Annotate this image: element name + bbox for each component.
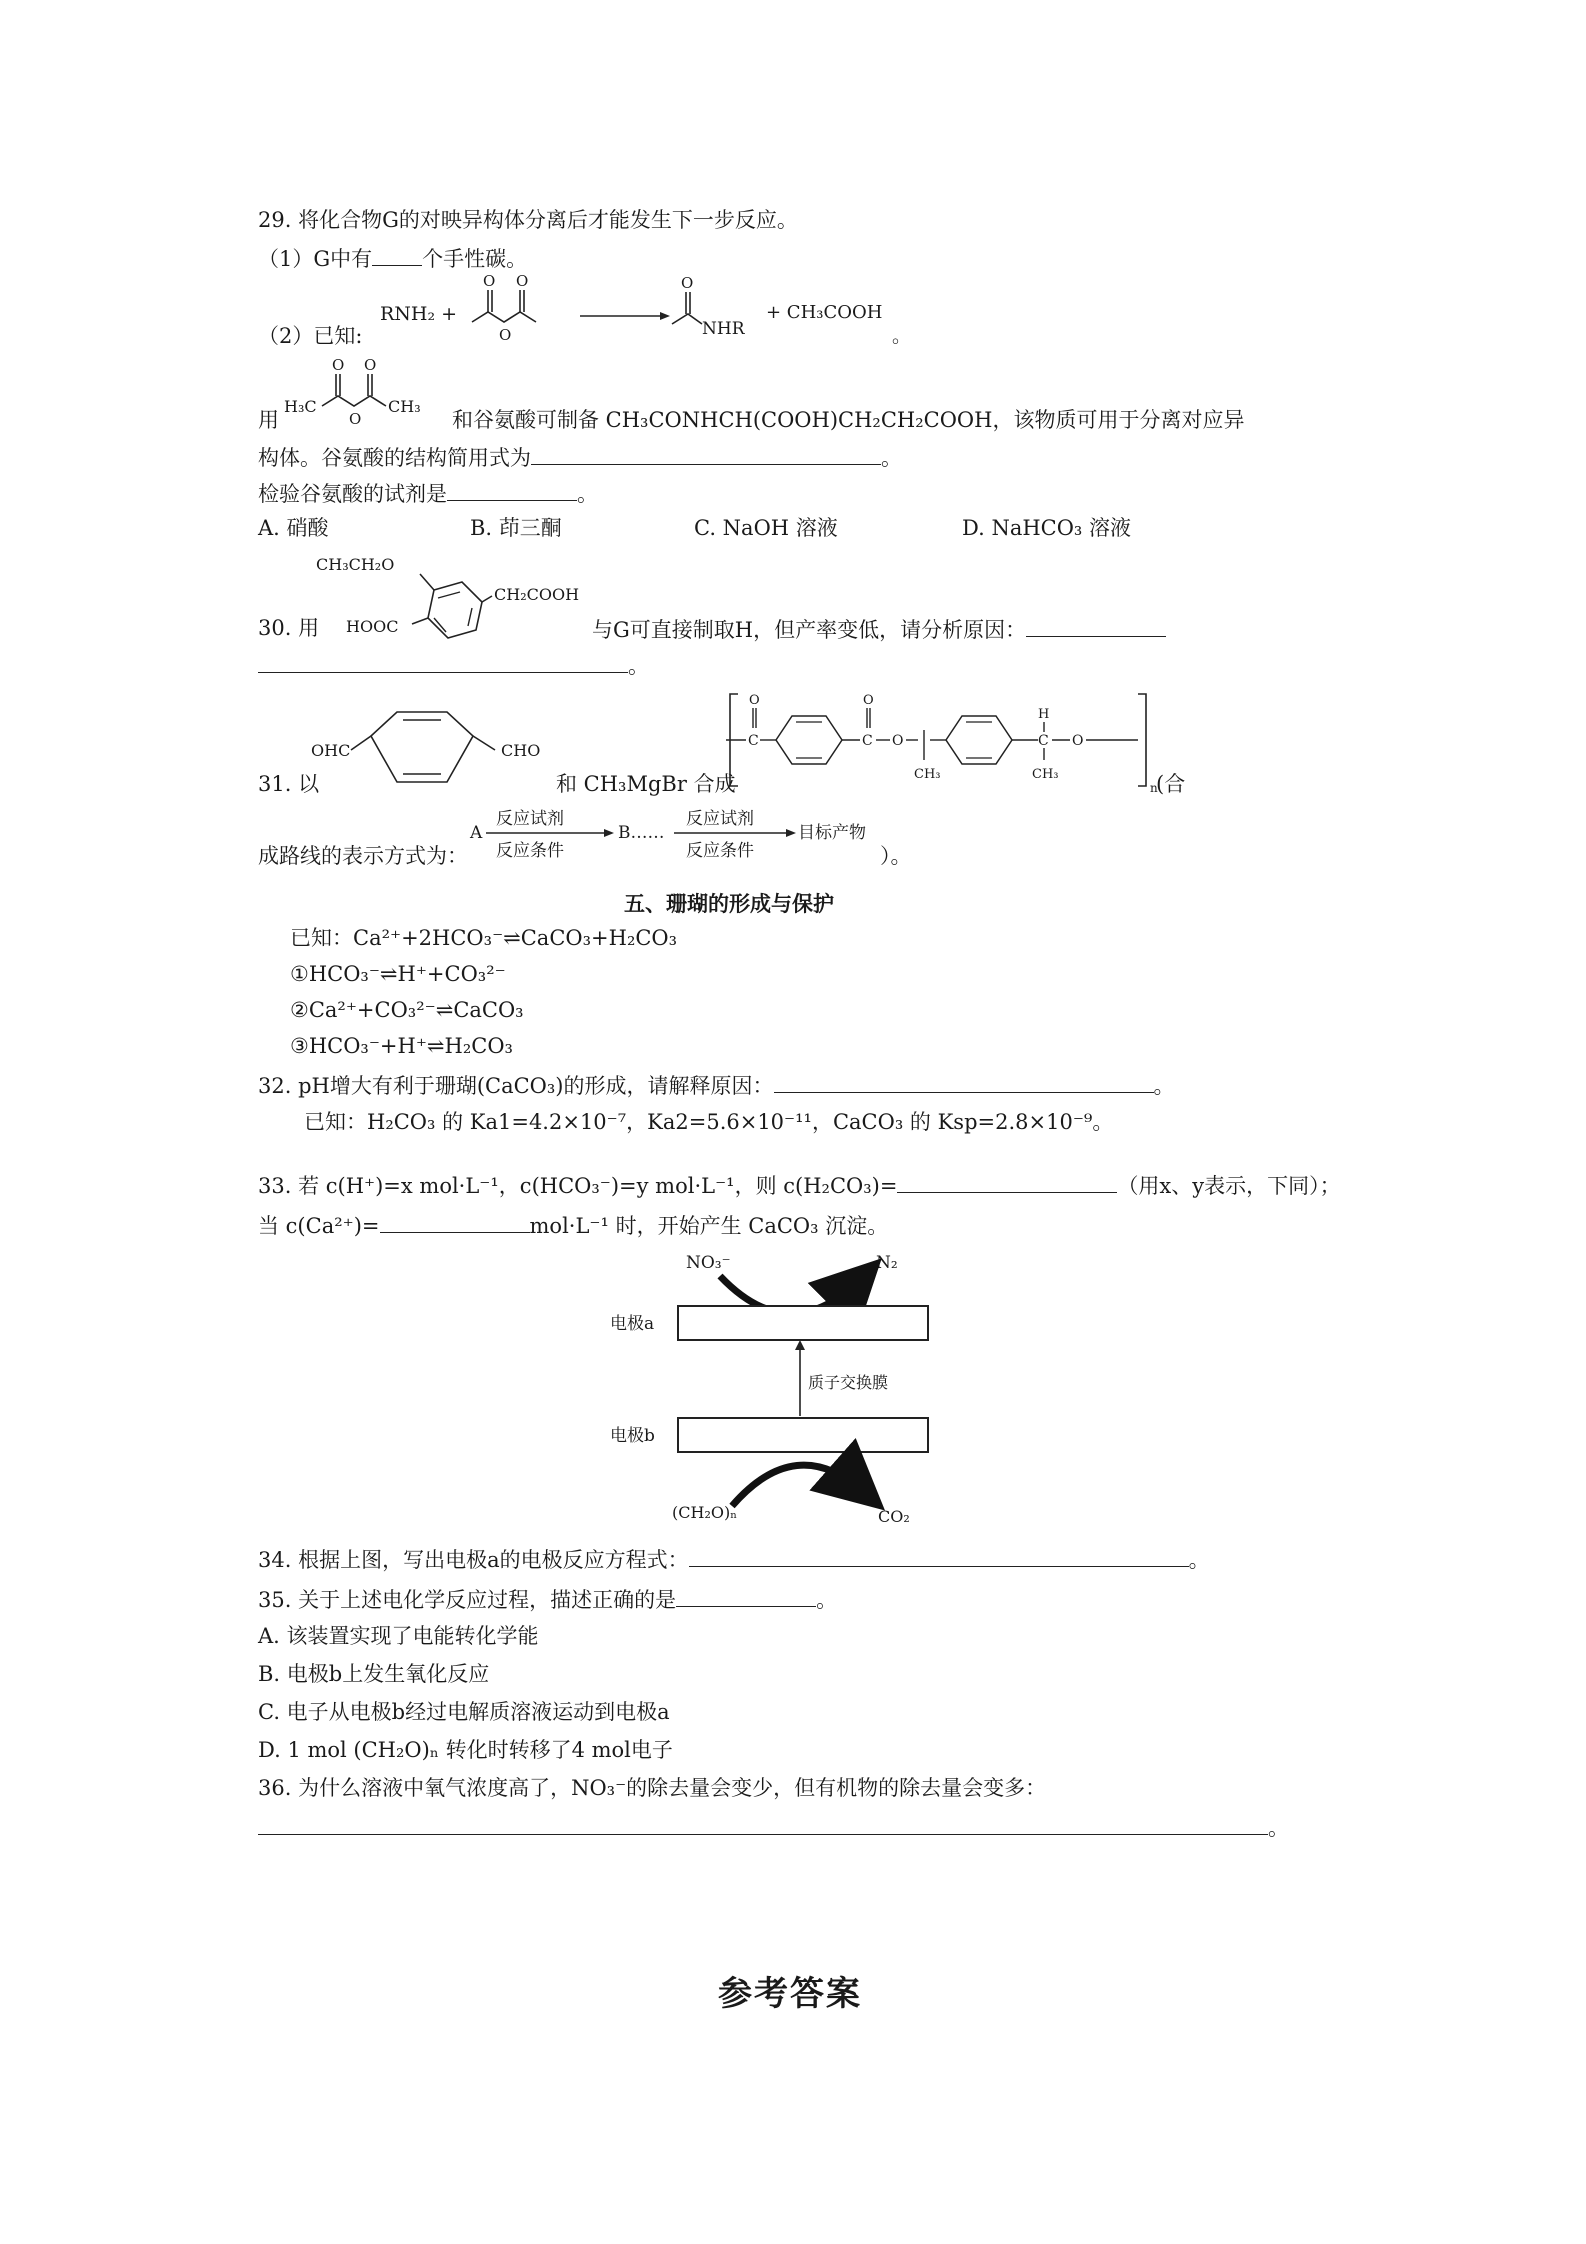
benzene-ring: [371, 712, 473, 782]
hooc-label: HOOC: [346, 617, 399, 636]
acetic-acid-label: + CH₃COOH: [766, 302, 883, 323]
period: 。: [1153, 1074, 1175, 1098]
synthesis-route-format: [470, 800, 930, 880]
o-label: O: [483, 272, 496, 290]
o-label: O: [516, 272, 529, 290]
q34-line: [258, 1544, 1210, 1574]
section-title: 五、珊瑚的形成与保护: [624, 892, 834, 916]
ohc-label: OHC: [311, 741, 351, 760]
route-condition: 反应条件: [496, 841, 564, 861]
polyester-polymer-structure: [726, 680, 1156, 800]
rnh2-label: RNH₂ +: [380, 303, 458, 325]
answer-blank[interactable]: [258, 1812, 1268, 1835]
nitrogen-label: N₂: [876, 1253, 898, 1273]
bottom-curved-arrow: [732, 1465, 864, 1506]
q32-known: 已知：H₂CO₃ 的 Ka1=4.2×10⁻⁷，Ka2=5.6×10⁻¹¹，CaCO₃ 的 Ksp=2.8×10⁻⁹。: [304, 1110, 1114, 1134]
electrode-a-label: 电极a: [610, 1314, 655, 1334]
amide-reaction-scheme: [380, 272, 940, 352]
q29-use-text: 和谷氨酸可制备 CH₃CONHCH(COOH)CH₂CH₂COOH，该物质可用于分离对应异: [452, 408, 1245, 432]
nhr-label: NHR: [702, 319, 745, 339]
reagent-question: 检验谷氨酸的试剂是: [258, 482, 447, 506]
section5-known: 已知：Ca²⁺+2HCO₃⁻⇌CaCO₃+H₂CO₃: [290, 926, 678, 950]
anhydride-skeleton: [472, 312, 536, 322]
section5-eq1: ①HCO₃⁻⇌H⁺+CO₃²⁻: [290, 962, 506, 986]
answer-blank[interactable]: [447, 478, 577, 501]
period: 。: [892, 325, 912, 347]
answer-blank[interactable]: [372, 243, 422, 266]
q35-option-b[interactable]: B. 电极b上发生氧化反应: [258, 1662, 490, 1686]
q29-part1-suffix: 个手性碳。: [422, 247, 528, 271]
co2-label: CO₂: [878, 1507, 910, 1526]
period: 。: [1188, 1548, 1210, 1572]
q29-option-c[interactable]: C. NaOH 溶液: [694, 516, 838, 540]
route-reagent: 反应试剂: [686, 809, 754, 829]
q31-prefix: 31. 以: [258, 772, 320, 796]
ch2cooh-label: CH₂COOH: [494, 585, 580, 604]
n-subscript: n: [1150, 781, 1158, 795]
q35-line: [258, 1584, 837, 1614]
section5-eq2: ②Ca²⁺+CO₃²⁻⇌CaCO₃: [290, 998, 524, 1022]
q29-option-d[interactable]: D. NaHCO₃ 溶液: [962, 516, 1132, 540]
q33-question: 33. 若 c(H⁺)=x mol·L⁻¹，c(HCO₃⁻)=y mol·L⁻¹，则 c(H₂CO₃)=: [258, 1174, 898, 1198]
answer-blank[interactable]: [531, 442, 881, 465]
amide-skeleton: [672, 314, 702, 324]
o-label: O: [681, 274, 694, 292]
membrane-label: 质子交换膜: [808, 1373, 889, 1392]
c-label: C: [1038, 733, 1049, 749]
q29-intro: 29. 将化合物G的对映异构体分离后才能发生下一步反应。: [258, 208, 798, 232]
nitrate-label: NO₃⁻: [686, 1253, 731, 1273]
ch3-label: CH₃: [914, 767, 941, 782]
terephthalaldehyde-structure: [305, 690, 575, 800]
o-label: O: [863, 693, 874, 708]
q35-option-c[interactable]: C. 电子从电极b经过电解质溶液运动到电极a: [258, 1700, 670, 1724]
q29-reagent-line: [258, 478, 598, 508]
q32-line: [258, 1070, 1175, 1100]
q30-line1: [592, 614, 1166, 644]
acetic-anhydride-structure: [282, 356, 452, 436]
period: 。: [628, 654, 649, 678]
q30-benzene-structure: [310, 552, 600, 652]
route-b: B……: [618, 823, 665, 843]
q29-part1: [258, 243, 527, 273]
route-condition: 反应条件: [686, 841, 754, 861]
q36-answer-line: [258, 1812, 1289, 1842]
electrode-b-label: 电极b: [610, 1426, 655, 1446]
period: 。: [816, 1588, 838, 1612]
q30-question: 与G可直接制取H，但产率变低，请分析原因：: [592, 618, 1027, 642]
o-label: O: [364, 356, 377, 374]
cho-label: CHO: [501, 741, 541, 760]
structure-question: 构体。谷氨酸的结构简用式为: [258, 446, 531, 470]
q31-text: 和 CH₃MgBr 合成: [556, 772, 736, 796]
q29-use-prefix: 用: [258, 408, 279, 432]
answer-blank[interactable]: [676, 1584, 816, 1607]
o-label: O: [349, 410, 362, 428]
q30-prefix: 30. 用: [258, 616, 320, 640]
o-label: O: [892, 733, 904, 749]
q29-part2-prefix: （2）已知:: [258, 324, 363, 348]
o-label: O: [749, 693, 760, 708]
answer-blank[interactable]: [897, 1170, 1117, 1193]
c-label: C: [862, 733, 873, 749]
h-label: H: [1038, 707, 1050, 722]
ch3-label: CH₃: [388, 397, 421, 416]
electrode-b: [678, 1418, 928, 1452]
answer-blank[interactable]: [689, 1544, 1189, 1567]
q32-question: 32. pH增大有利于珊瑚(CaCO₃)的形成，请解释原因：: [258, 1074, 774, 1098]
period: 。: [881, 446, 902, 470]
o-label: O: [1072, 733, 1084, 749]
q33-note: （用x、y表示，下同）；: [1117, 1174, 1341, 1198]
q31-suffix: (合: [1156, 772, 1186, 796]
period: 。: [577, 482, 598, 506]
c-label: C: [748, 733, 759, 749]
q34-question: 34. 根据上图，写出电极a的电极反应方程式：: [258, 1548, 689, 1572]
q33-line1: [258, 1170, 1341, 1200]
organic-label: (CH₂O)ₙ: [672, 1503, 738, 1522]
ch3-label: CH₃: [1032, 767, 1059, 782]
route-a: A: [470, 823, 483, 843]
q33-suffix: mol·L⁻¹ 时，开始产生 CaCO₃ 沉淀。: [529, 1214, 889, 1238]
route-target: 目标产物: [798, 823, 866, 843]
answer-blank[interactable]: [380, 1210, 530, 1233]
answer-blank[interactable]: [258, 650, 628, 673]
h3c-label: H₃C: [284, 397, 317, 416]
electrochemical-cell-diagram: [600, 1240, 960, 1530]
benzene-ring: [428, 582, 482, 638]
q29-option-b[interactable]: B. 茚三酮: [470, 516, 562, 540]
q33-line2: [258, 1210, 888, 1240]
q31-route-prefix: 成路线的表示方式为：: [258, 844, 468, 868]
o-label: O: [499, 326, 512, 344]
q35-question: 35. 关于上述电化学反应过程，描述正确的是: [258, 1588, 677, 1612]
q29-part1-prefix: （1）G中有: [258, 247, 373, 271]
o-label: O: [332, 356, 345, 374]
q31-route-suffix: ）。: [880, 844, 912, 868]
electrode-a: [678, 1306, 928, 1340]
ethoxy-label: CH₃CH₂O: [316, 555, 395, 574]
q30-line2: [258, 650, 649, 680]
q33-condition: 当 c(Ca²⁺)=: [258, 1214, 380, 1238]
route-reagent: 反应试剂: [496, 809, 564, 829]
q36-question: 36. 为什么溶液中氧气浓度高了，NO₃⁻的除去量会变少，但有机物的除去量会变多：: [258, 1776, 1047, 1800]
period: 。: [1268, 1816, 1289, 1840]
answer-blank[interactable]: [774, 1070, 1154, 1093]
answer-section-title: 参考答案: [718, 1974, 862, 2014]
q35-option-d[interactable]: D. 1 mol (CH₂O)ₙ 转化时转移了4 mol电子: [258, 1738, 673, 1762]
section5-eq3: ③HCO₃⁻+H⁺⇌H₂CO₃: [290, 1034, 513, 1058]
answer-blank[interactable]: [1026, 614, 1166, 637]
q35-option-a[interactable]: A. 该装置实现了电能转化学能: [258, 1624, 539, 1648]
q29-option-a[interactable]: A. 硝酸: [258, 516, 329, 540]
q29-structure-line: [258, 442, 902, 472]
